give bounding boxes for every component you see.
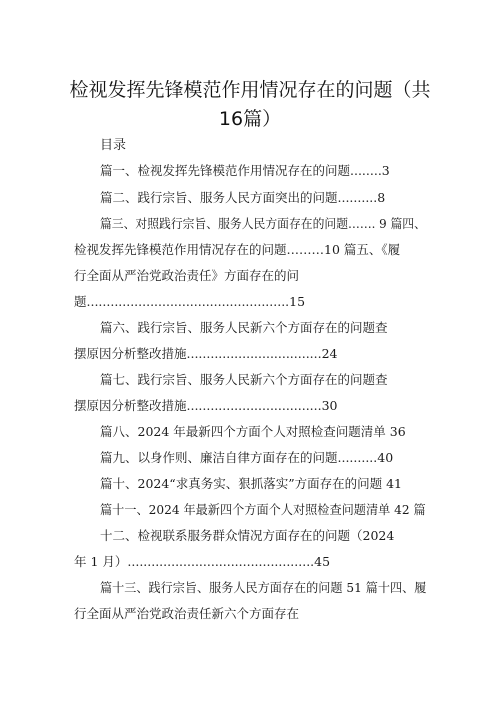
document-title — [60, 76, 440, 134]
toc-entry-11[interactable]: 篇十一、2024 年最新四个方面个人对照检查问题清单 42 篇 — [100, 502, 426, 517]
title-line-2: 16篇） — [218, 108, 282, 130]
toc-entry-12-part-2[interactable]: 年 1 月）...............................................45 — [74, 554, 331, 569]
toc-entry-5-part-2[interactable]: 题...................................................15 — [74, 294, 306, 309]
toc-entry-6-part-1[interactable]: 篇六、践行宗旨、服务人民新六个方面存在的问题查 — [100, 320, 388, 335]
toc-entry-7-part-1[interactable]: 篇七、践行宗旨、服务人民新六个方面存在的问题查 — [100, 372, 388, 387]
toc-entry-13[interactable]: 篇十三、践行宗旨、服务人民方面存在的问题 51 篇十四、履 — [100, 580, 427, 595]
toc-entry-12-part-1[interactable]: 十二、检视联系服务群众情况方面存在的问题（2024 — [100, 528, 395, 543]
toc-entry-1[interactable]: 篇一、检视发挥先锋模范作用情况存在的问题........3 — [100, 163, 390, 178]
toc-entry-7-part-2[interactable]: 摆原因分析整改措施..................................30 — [74, 398, 338, 413]
toc-entry-5-part-1[interactable]: 行全面从严治党政治责任》方面存在的问 — [74, 268, 300, 283]
toc-entry-9[interactable]: 篇九、以身作则、廉洁自律方面存在的问题..........40 — [100, 450, 394, 465]
toc-entry-10[interactable]: 篇十、2024“求真务实、狠抓落实”方面存在的问题 41 — [100, 476, 402, 491]
title-line-1: 检视发挥先锋模范作用情况存在的问题（共 — [69, 79, 431, 101]
toc-heading: 目录 — [100, 138, 127, 153]
toc-entry-3[interactable]: 篇三、对照践行宗旨、服务人民方面存在的问题……. 9 篇四、 — [100, 216, 426, 231]
toc-entry-4[interactable]: 检视发挥先锋模范作用情况存在的问题………10 篇五、《履 — [74, 242, 401, 257]
toc-entry-8[interactable]: 篇八、2024 年最新四个方面个人对照检查问题清单 36 — [100, 424, 406, 439]
toc-entry-14[interactable]: 行全面从严治党政治责任新六个方面存在 — [74, 606, 300, 621]
toc-entry-6-part-2[interactable]: 摆原因分析整改措施..................................24 — [74, 346, 338, 361]
toc-entry-2[interactable]: 篇二、践行宗旨、服务人民方面突出的问题..........8 — [100, 190, 386, 205]
